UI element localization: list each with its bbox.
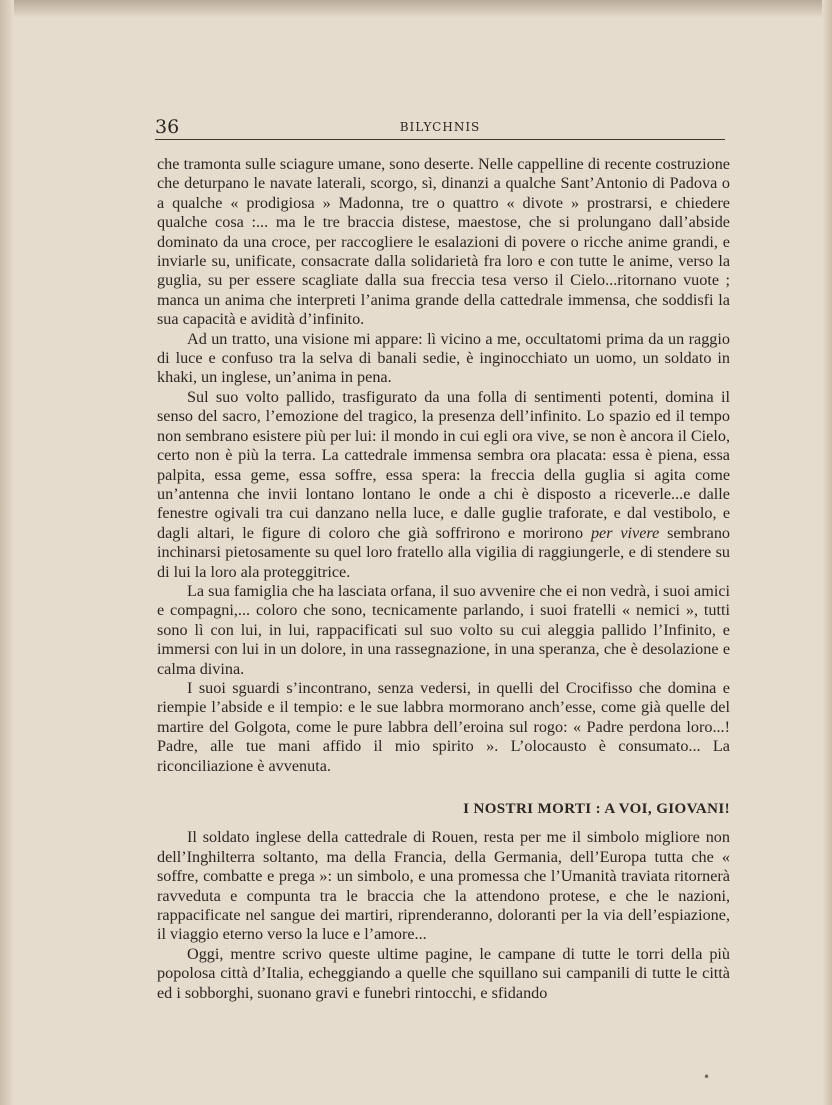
running-title: BILYCHNIS (399, 120, 481, 134)
article-body (157, 155, 730, 1003)
header-rule (155, 139, 725, 140)
paragraph-2: Ad un tratto, una visione mi appare: lì vicino a me, occultatomi prima da un raggio di luce e confuso tra la selva di banali sedie, è inginocchiato un uomo, un soldato in khaki, un inglese, un’anima in pena. (157, 329, 730, 387)
running-header (155, 114, 725, 140)
paragraph-3 (157, 388, 730, 582)
section-heading: I NOSTRI MORTI : A VOI, GIOVANI! (463, 801, 730, 817)
page-edge-top (0, 0, 832, 18)
paragraph-3-continuation: sembrano inchinarsi pietosamente su quel loro fratello alla vigilia di raggiungerle, e di stendere su di lui la loro ala proteggitrice. (157, 523, 731, 581)
page-edge-right (822, 0, 832, 1105)
paragraph-3-text: Sul suo volto pallido, trasfigurato da una folla di sentimenti potenti, domina il senso del sacro, l’emozione del tragico, la presenza dell’infinito. Lo spazio ed il tempo non sembrano esistere più per lui: il mondo in cui egli ora vive, se non è ancora il Cielo, certo non è più la terra. La cattedrale immensa sembra ora placata: essa è piena, essa palpita, essa geme, essa soffre, essa spera: la freccia della guglia si agita come un’antenna che invii lontano lontano le onde a chi è disposto a riceverle...e dalle fenestre ogivali tra cui danzano nella luce, e dalle guglie traforate, e dal vestibolo, e dagli altari, le figure di coloro che già soffrirono e morirono (157, 387, 730, 542)
section-paragraph-1: Il soldato inglese della cattedrale di Rouen, resta per me il simbolo migliore non dell’Inghilterra soltanto, ma della Francia, della Germania, dell’Europa tutta che « soffre, combatte e prega »: un simbolo, e una promessa che l’Umanità traviata ritornerà ravveduta e compunta tra le braccia che la attendono protese, e che le nazioni, rappacificate nel sangue dei martiri, riprenderanno, doloranti per la via dell’espiazione, il viaggio eterno verso la luce e l’amore... (157, 828, 730, 944)
paragraph-5: I suoi sguardi s’incontrano, senza vedersi, in quelli del Crocifisso che domina e riempie l’abside e il tempio: e le sue labbra mormorano anch’esse, come già quelle del martire del Golgota, come le pure labbra dell’eroina sul rogo: « Padre perdona loro...! Padre, alle tue mani affido il mio spirito ». L’olocausto è consumato... La riconciliazione è avvenuta. (157, 678, 730, 775)
italic-phrase: per vivere (590, 523, 660, 542)
printer-mark-icon: • (703, 1070, 711, 1084)
page-edge-left (0, 0, 14, 1105)
section-paragraph-2: Oggi, mentre scrivo queste ultime pagine, le campane di tutte le torri della più popolosa città d’Italia, echeggiando a quelle che squillano sui campanili di tutte le città ed i sobborghi, suonano gravi e funebri rintocchi, e sfidando (157, 944, 730, 1002)
page-number: 36 (155, 116, 180, 138)
paragraph-1: che tramonta sulle sciagure umane, sono deserte. Nelle cappelline di recente costruzione che deturpano le navate laterali, scorgo, sì, dinanzi a qualche Sant’Antonio di Padova o a qualche « prodigiosa » Madonna, tre o quattro « divote » prostrarsi, e chiedere qualche cosa :... ma le tre braccia distese, maestose, che si prolungano dall’abside dominato da una croce, per raccogliere le esalazioni di povere o ricche anime grandi, e inviarle su, unificate, consacrate dalla solidarietà fra loro e con tutte le anime, verso la guglia, su per essere scagliate dalla sua freccia tesa verso il Cielo...ritornano vuote ; manca un anima che interpreti l’anima grande della cattedrale immensa, che soddisfi la sua capacità e avidità d’infinito. (157, 155, 730, 329)
paragraph-4: La sua famiglia che ha lasciata orfana, il suo avvenire che ei non vedrà, i suoi amici e compagni,... coloro che sono, tecnicamente parlando, i suoi fratelli « nemici », tutti sono lì con lui, in lui, rappacificati sul suo volto su cui aleggia pallido l’Infinito, e immersi con lui in un dolore, in una rassegnazione, in una speranza, che è desolazione e calma divina. (157, 581, 730, 678)
